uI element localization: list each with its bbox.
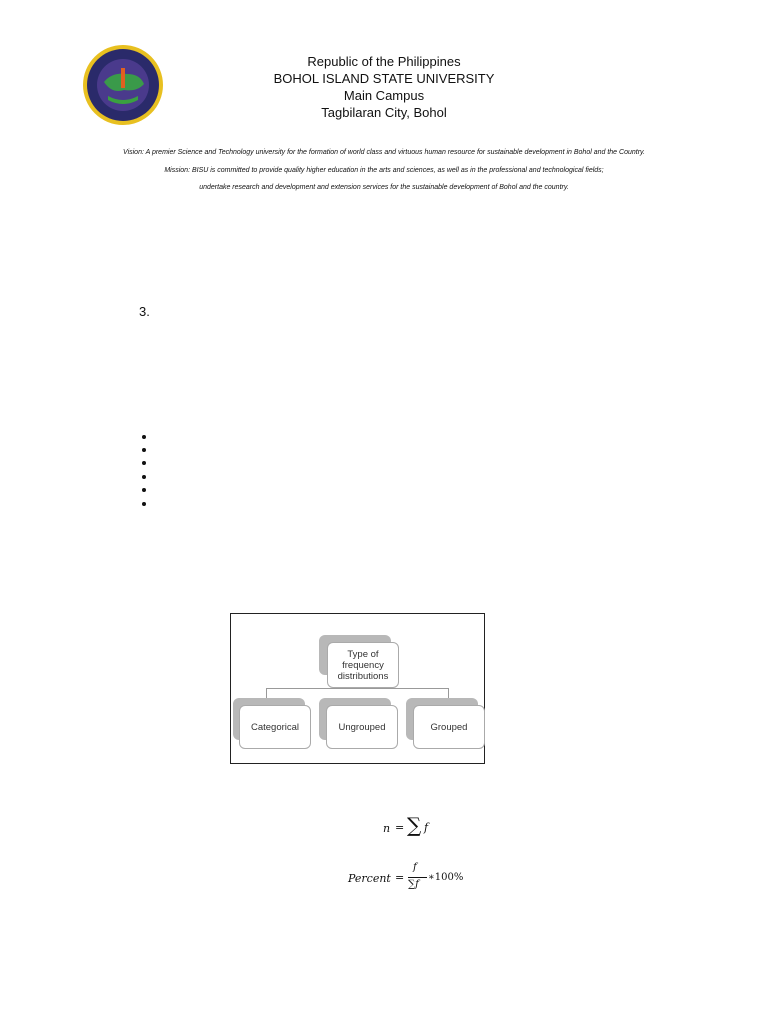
frequency-distribution-diagram [230,613,485,764]
diagram-node-grouped: Grouped [413,705,485,749]
bullet [142,448,146,452]
header-line-2: BOHOL ISLAND STATE UNIVERSITY [273,71,495,86]
bullet [142,488,146,492]
bullet [142,461,146,465]
diagram-node-ungrouped: Ungrouped [326,705,398,749]
document-page: Republic of the Philippines BOHOL ISLAND STATE UNIVERSITY Main Campus Tagbilaran City, Bohol Vision: A premier Science and Technology university for the formation of world class and virtuous human resource for sustainable development in Bohol and the Country. Mission: BISU is committed to provide quality higher education in the arts and sciences, as well as in the professional and technological fields; undertake research and development and extension services for the sustainable development of Bohol and the country. 3. Type of frequency distributions Categorical Ungrouped Grouped n = ∑ f Percent = f ∑f ∗100% [0,0,768,1024]
header-line-3: Main Campus [343,88,425,103]
header-line-4: Tagbilaran City, Bohol [321,105,447,120]
diagram-node-categorical: Categorical [239,705,311,749]
header-line-1: Republic of the Philippines [307,54,461,69]
mission-text-2: undertake research and development and extension services for the sustainable development of Bohol and the country. [199,184,569,191]
diagram-root-node: Type of frequency distributions [327,642,399,688]
bullet [142,435,146,439]
vision-text: Vision: A premier Science and Technology university for the formation of world class and virtuous human resource for sustainable development in Bohol and the Country. [123,149,645,156]
bullet [142,475,146,479]
mission-text-1: Mission: BISU is committed to provide quality higher education in the arts and sciences, as well as in the professional and technological fields; [164,167,604,174]
bullet [142,502,146,506]
item-number: 3. [139,304,150,319]
